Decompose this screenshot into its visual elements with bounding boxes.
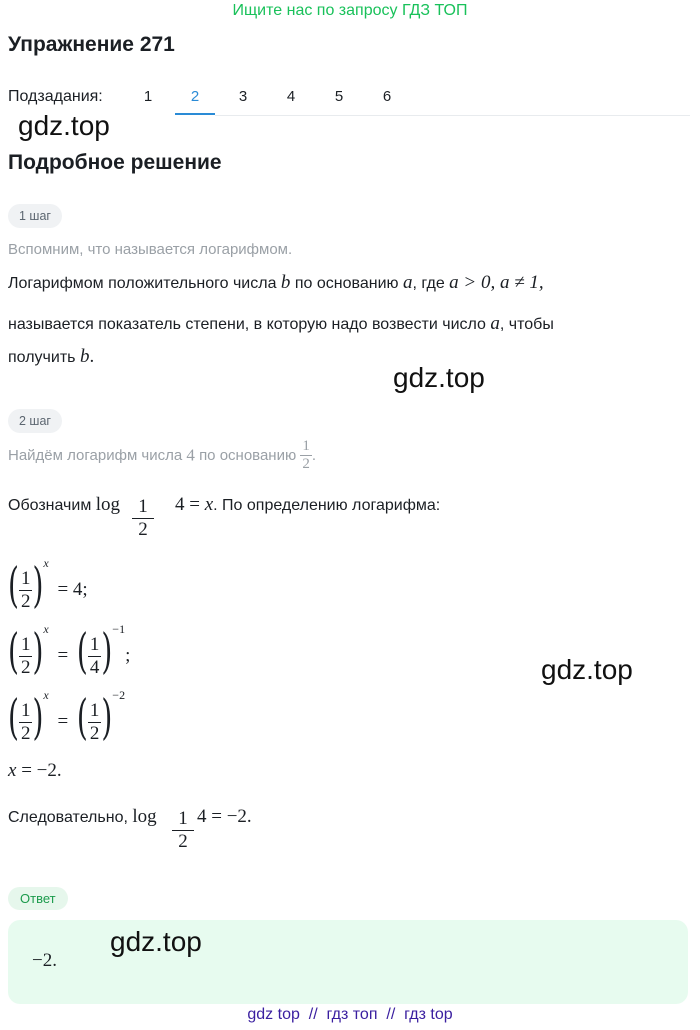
math-4: 4 [186, 445, 195, 465]
equation-1: ( $\frac{1}{2}$ )$^x$ = 4; [8, 556, 88, 614]
step1-line1-text-c: , где [412, 275, 445, 292]
step2-line1 [8, 494, 120, 516]
watermark: gdz.top [393, 362, 485, 393]
step2-hint-text-a: Найдём логарифм числа [8, 447, 183, 464]
watermark: gdz.top [110, 926, 202, 957]
subtasks-nav [8, 76, 690, 116]
step1-line1 [8, 272, 544, 294]
math-condition: a > 0, a ≠ 1, [449, 272, 544, 293]
tab-4[interactable]: 4 [286, 88, 296, 105]
math-frac-half: $\frac{1}{2}$ [302, 438, 310, 472]
tab-5[interactable]: 5 [334, 88, 344, 105]
step1-line1-text-a: Логарифмом положительного числа [8, 275, 277, 292]
tab-1[interactable]: 1 [143, 88, 153, 105]
step1-line2-text-b: , чтобы [499, 316, 554, 333]
page-title: Упражнение 271 [8, 33, 175, 56]
section-title: Подробное решение [8, 151, 222, 174]
math-a2: a [490, 313, 500, 334]
watermark: gdz.top [541, 654, 633, 685]
footer-links[interactable]: gdz top // гдз топ // гдз top [247, 1006, 453, 1023]
tab-6[interactable]: 6 [382, 88, 392, 105]
step1-line2-text-a: называется показатель степени, в которую надо возвести число [8, 316, 486, 333]
step1-line2 [8, 313, 554, 335]
math-log-2: log [132, 806, 157, 827]
active-tab-indicator [175, 113, 215, 115]
step2-hint-text-b: по основанию [199, 447, 297, 464]
math-b: b [280, 272, 291, 293]
conclusion-rest: 4 = −2. [197, 806, 252, 827]
answer-badge: Ответ [8, 887, 68, 910]
math-log: log [95, 494, 121, 515]
subtasks-label: Подзадания: [8, 88, 103, 105]
step2-hint: Найдём логарифм числа 4 по основанию $\frac{1}{2}$ . [8, 438, 317, 472]
step1-line3: получить b. [8, 346, 95, 367]
math-b2: b [79, 346, 90, 367]
step2-line1-text-b: . По определению логарифма: [213, 497, 441, 514]
math-a: a [402, 272, 413, 293]
step-badge-1: 1 шаг [8, 204, 62, 228]
step1-line1-text-b: по основанию [294, 275, 399, 292]
answer-value: −2. [32, 950, 57, 971]
watermark: gdz.top [18, 110, 110, 141]
step2-line1-text-a: Обозначим [8, 497, 92, 514]
tab-3[interactable]: 3 [238, 88, 248, 105]
log-base-2: 1 2 [172, 808, 194, 853]
equation-2: ( $\frac{1}{2}$ )$^x$ = ( $\frac{1}{4}$ )$^{-1}$; [8, 622, 131, 680]
step2-line1-rest: 4 = x. По определению логарифма: [175, 494, 441, 515]
conclusion-text: Следовательно, [8, 809, 128, 826]
conclusion-line [8, 806, 157, 828]
equation-3: ( $\frac{1}{2}$ )$^x$ = ( $\frac{1}{2}$ )$^{-2}$ [8, 688, 126, 746]
step1-line3-text-a: получить [8, 349, 76, 366]
log-base: 1 2 [132, 496, 154, 541]
top-banner: Ищите нас по запросу ГДЗ ТОП [232, 2, 468, 19]
step1-hint: Вспомним, что называется логарифмом. [8, 241, 293, 258]
equation-4: x = −2. [8, 760, 62, 781]
tab-2[interactable]: 2 [190, 88, 200, 105]
tabs-divider [215, 115, 690, 116]
step-badge-2: 2 шаг [8, 409, 62, 433]
